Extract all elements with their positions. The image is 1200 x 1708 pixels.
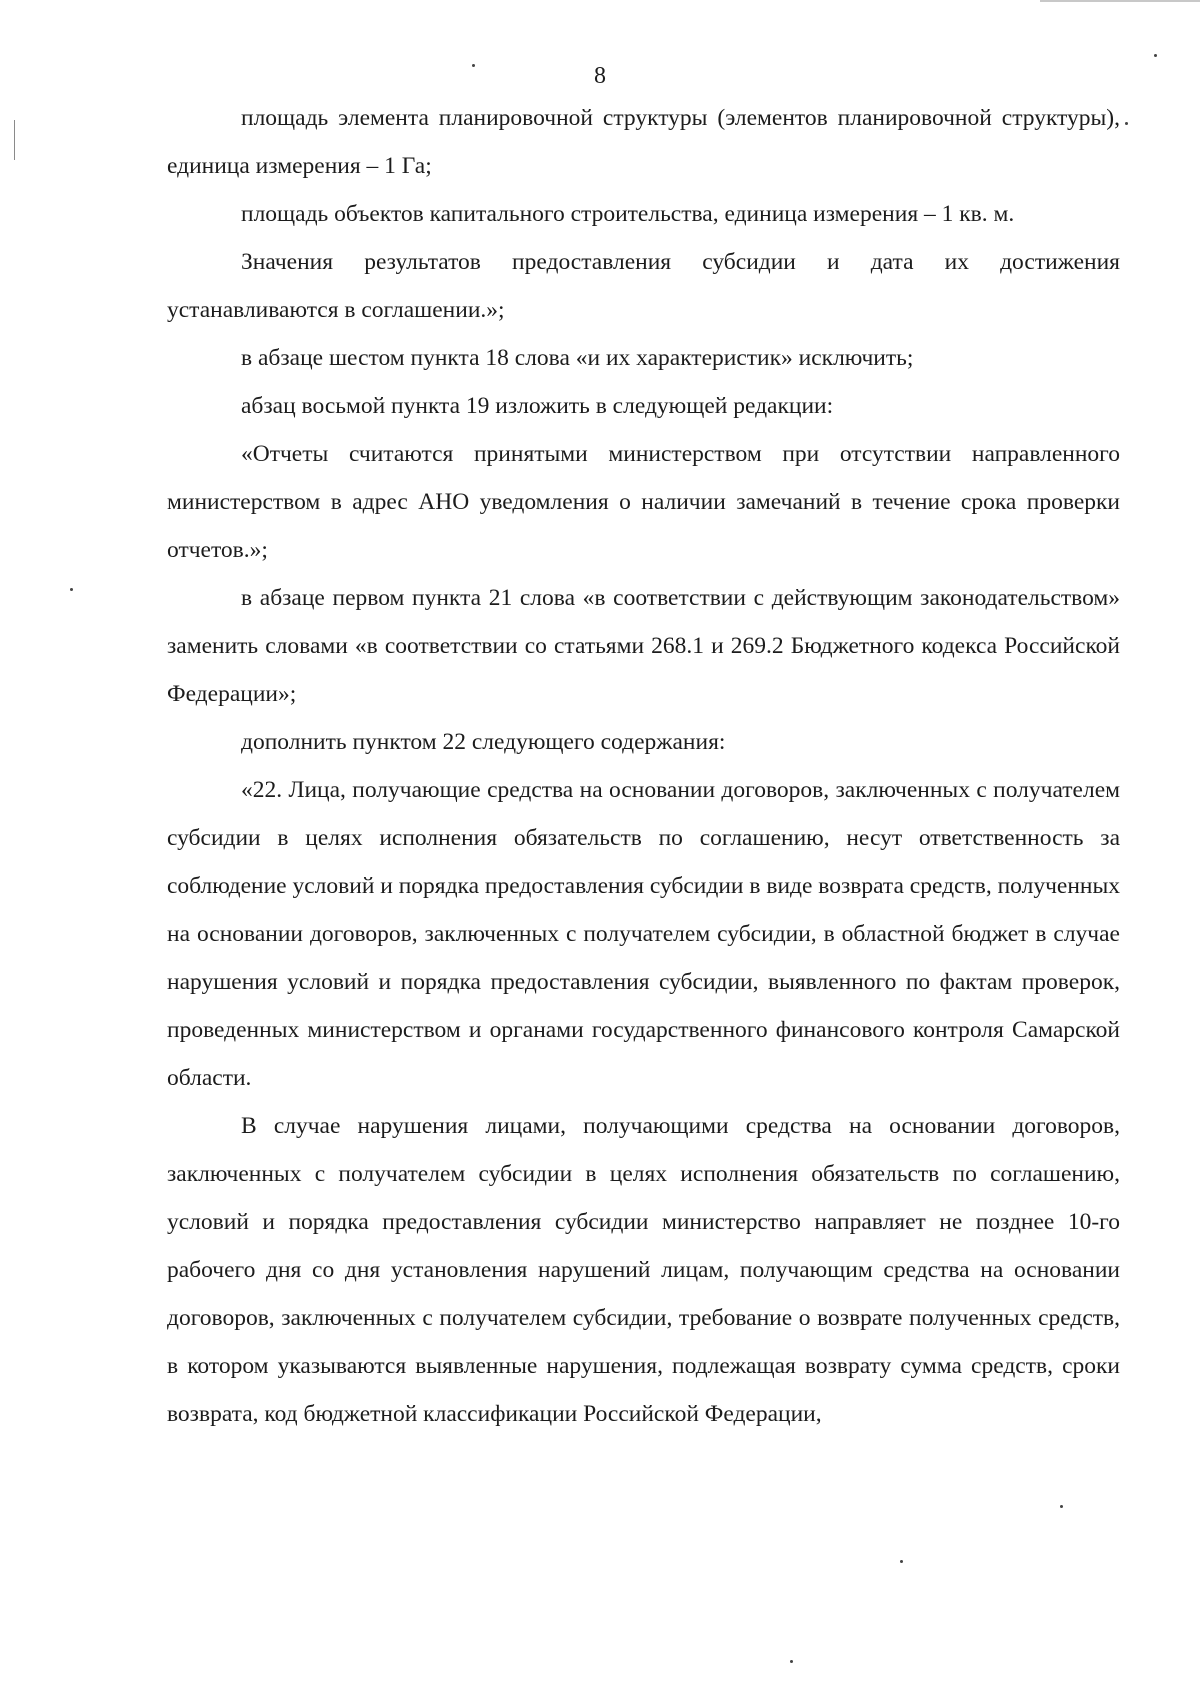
paragraph: в абзаце шестом пункта 18 слова «и их характеристик» исключить; [241, 345, 914, 371]
scan-edge-artifact [14, 120, 15, 160]
scan-speck [900, 1560, 903, 1563]
paragraph: В случае нарушения лицами, получающими средства на основании договоров, заключенных с получателем субсидии в целях исполнения обязательств по соглашению, условий и порядка предоставления субсидии министерство направляет не позднее 10-го рабочего дня со дня установления нарушений лицам, получающим средства на основании договоров, заключенных с получателем субсидии, требование о возврате полученных средств, в котором указываются выявленные нарушения, подлежащая возврату сумма средств, сроки возврата, код бюджетной классификации Российской Федерации, [167, 1113, 1120, 1427]
scan-speck [1154, 54, 1157, 57]
paragraph: абзац восьмой пункта 19 изложить в следующей редакции: [241, 393, 834, 419]
scan-speck [1125, 122, 1128, 125]
paragraph: «Отчеты считаются принятыми министерством при отсутствии направленного министерством в адрес АНО уведомления о наличии замечаний в течение срока проверки отчетов.»; [167, 441, 1120, 563]
scan-speck [1060, 1505, 1063, 1508]
page-number: 8 [594, 63, 606, 89]
paragraph: площадь элемента планировочной структуры (элементов планировочной структуры), единица измерения – 1 Га; [167, 105, 1120, 179]
scan-edge-artifact [1040, 0, 1200, 2]
paragraph: Значения результатов предоставления субсидии и дата их достижения устанавливаются в соглашении.»; [167, 249, 1120, 323]
scan-speck [70, 588, 73, 591]
scan-speck [472, 64, 475, 67]
paragraph: «22. Лица, получающие средства на основании договоров, заключенных с получателем субсидии в целях исполнения обязательств по соглашению, несут ответственность за соблюдение условий и порядка предоставления субсидии в виде возврата средств, полученных на основании договоров, заключенных с получателем субсидии, в областной бюджет в случае нарушения условий и порядка предоставления субсидии, выявленного по фактам проверок, проведенных министерством и органами государственного финансового контроля Самарской области. [167, 777, 1121, 1091]
paragraph: дополнить пунктом 22 следующего содержания: [241, 729, 726, 755]
paragraph: в абзаце первом пункта 21 слова «в соответствии с действующим законодательством» заменить словами «в соответствии со статьями 268.1 и 269.2 Бюджетного кодекса Российской Федерации»; [167, 585, 1120, 707]
paragraph: площадь объектов капитального строительства, единица измерения – 1 кв. м. [241, 201, 1015, 227]
scan-speck [790, 1660, 793, 1663]
document-body [167, 94, 1120, 1438]
